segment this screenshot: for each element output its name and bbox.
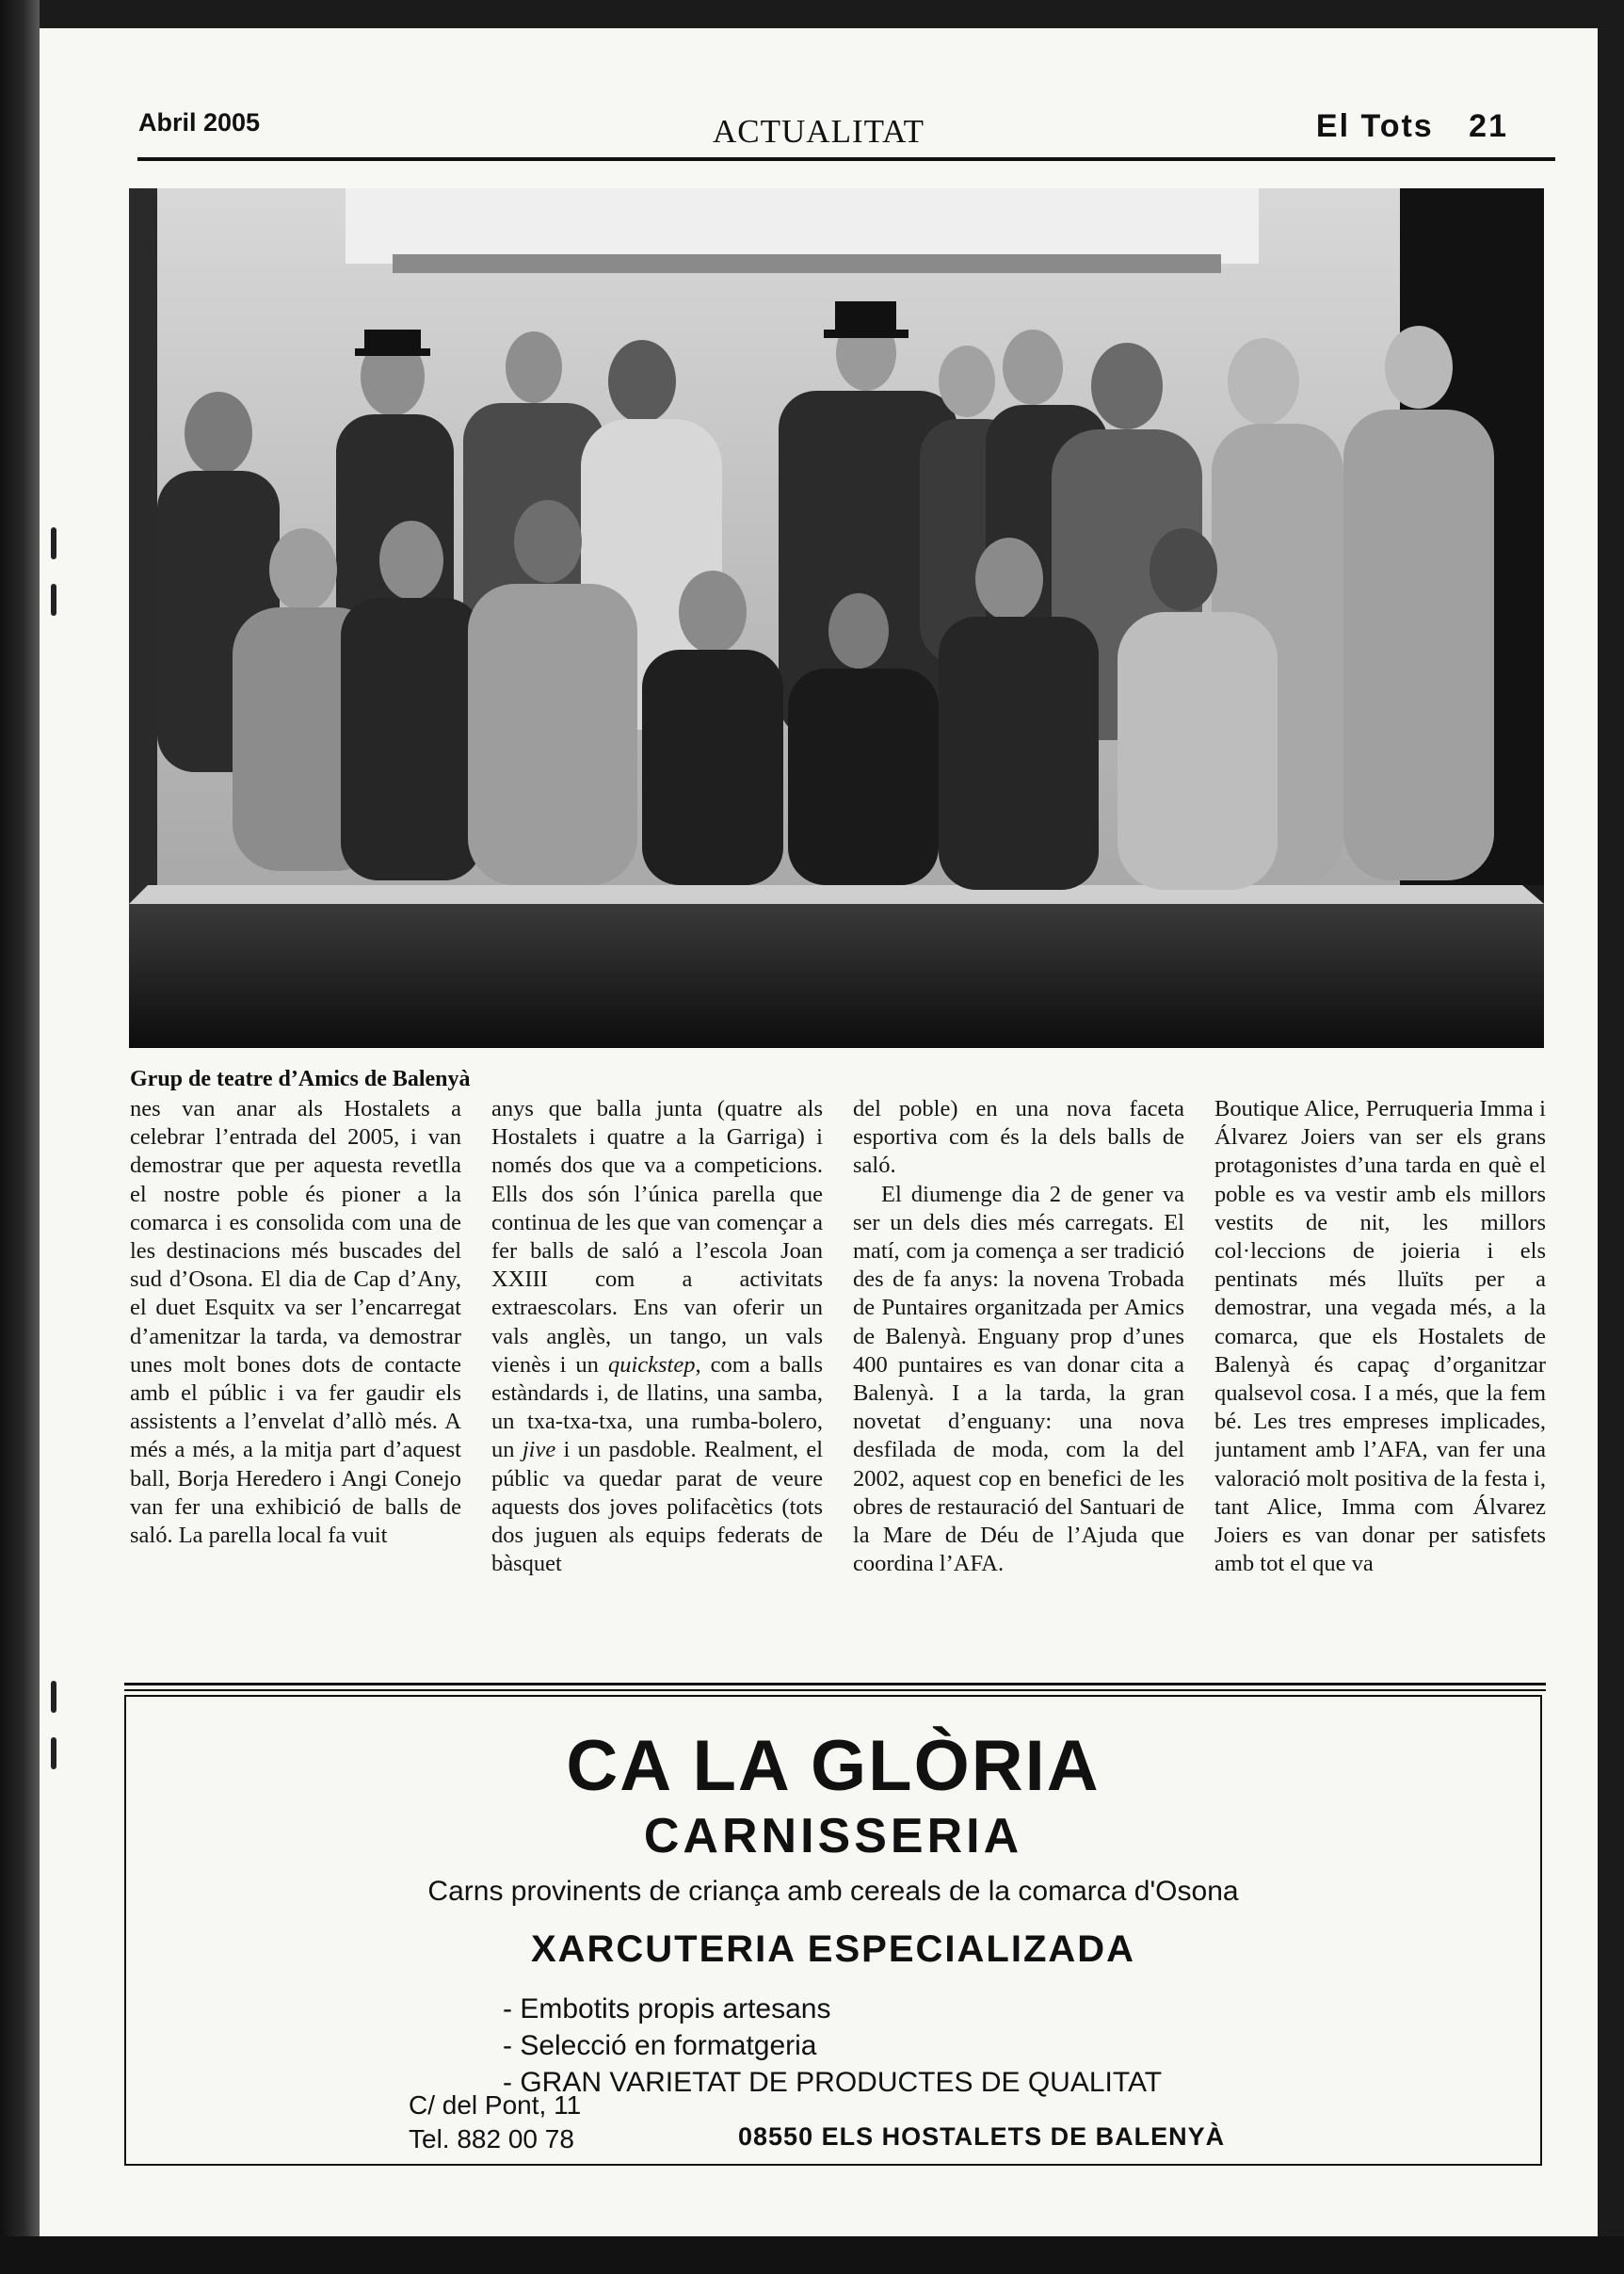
column-2-italic-1: quickstep <box>607 1351 696 1378</box>
article-body <box>130 1095 1546 1679</box>
column-1-text: nes van anar als Hostalets a celebrar l’entrada del 2005, i van demostrar que per aquesta revetlla el nostre poble és pioner a la comarca i es consolida com una de les destinacions més buscades del sud d’Osona. El dia de Cap d’Any, el duet Esquitx va ser l’encarregat d’amenitzar la tarda, va demostrar unes molt bones dots de contacte amb el públic i va fer gaudir els assistents a l’envelat d’allò més. A més a més, a la mitja part d’aquest ball, Borja Heredero i Angi Conejo van fer una exhibició de balls de saló. La parella local fa vuit <box>130 1096 461 1549</box>
ad-address: C/ del Pont, 11 <box>409 2090 582 2120</box>
ad-product-item: - GRAN VARIETAT DE PRODUCTES DE QUALITAT <box>503 2067 1163 2098</box>
page-number: 21 <box>1469 108 1508 144</box>
ad-product-item: - Selecció en formatgeria <box>503 2030 817 2061</box>
ad-specialty-heading: XARCUTERIA ESPECIALIZADA <box>530 1928 1136 1970</box>
ad-town: 08550 ELS HOSTALETS DE BALENYÀ <box>738 2122 1226 2151</box>
header-rule <box>137 157 1555 161</box>
section-title: ACTUALITAT <box>713 113 925 150</box>
advertisement <box>124 1695 1542 2166</box>
column-2-part-b: , com a balls estàndards i, de llatins, una samba, un txa-txa-txa, una rumba-bolero, un <box>491 1351 823 1463</box>
magazine-page <box>40 28 1598 2236</box>
article-column-1 <box>130 1095 461 1669</box>
ad-product-list <box>503 1991 1162 2101</box>
photo-caption: Grup de teatre d’Amics de Balenyà <box>130 1067 471 1091</box>
article-column-2 <box>491 1095 823 1669</box>
scan-binding-shadow <box>0 0 40 2274</box>
binding-mark <box>51 1737 56 1769</box>
group-photo <box>129 188 1544 1048</box>
page-header <box>40 28 1598 160</box>
ad-product-item: - Embotits propis artesans <box>503 1993 831 2024</box>
column-3-paragraph-2: El diumenge dia 2 de gener va ser un dels dies més carregats. El matí, com ja comença a ser tradició des de fa anys: la novena Trobada de Puntaires organitzada per Amics de Balenyà. Enguany prop d’unes 400 puntaires es van donar cita a Balenyà. I a la tarda, la gran novetat d’enguany: una nova desfilada de moda, com la del 2002, aquest cop en benefici de les obres de restauració del Santuari de la Mare de Déu de l’Ajuda que coordina l’AFA. <box>853 1181 1184 1577</box>
binding-mark <box>51 584 56 616</box>
column-2-italic-2: jive <box>522 1437 556 1463</box>
column-3-paragraph-1: del poble) en una nova faceta esportiva com és la dels balls de saló. <box>853 1096 1184 1179</box>
ad-tagline: Carns provinents de criança amb cereals de la comarca d'Osona <box>427 1876 1239 1907</box>
publication-name: El Tots <box>1315 108 1434 144</box>
column-4-text: Boutique Alice, Perruqueria Imma i Álvarez Joiers van ser els grans protagonistes d’una tarda en què el poble es va vestir amb els millors vestits de nit, les millors col·leccions de joieria i els pentinats més lluïts per a demostrar, una vegada més, a la comarca, que els Hostalets de Balenyà és capaç d’organitzar qualsevol cosa. I a més, que la fem bé. Les tres empreses implicades, juntament amb l’AFA, van fer una valoració molt positiva de la festa i, tant Alice, Imma com Álvarez Joiers es van donar per satisfets amb tot el que va <box>1214 1096 1546 1577</box>
publication-and-page <box>1316 108 1508 145</box>
ad-top-rule <box>124 1683 1546 1685</box>
article-column-3 <box>853 1095 1184 1669</box>
ad-business-name: CA LA GLÒRIA <box>566 1726 1101 1806</box>
ad-contact <box>409 2089 581 2156</box>
column-2-part-a: anys que balla junta (quatre als Hostalets i quatre a la Garriga) i només dos que va a competicions. Ells dos són l’única parella que continua de les que van començar a fer balls de saló a l’escola Joan XXIII com a activitats extraescolars. Ens van oferir un vals anglès, un tango, un vals vienès i un <box>491 1096 823 1378</box>
ad-business-type: CARNISSERIA <box>643 1809 1023 1863</box>
group-photo-graphic <box>129 188 1544 1048</box>
column-2-text <box>491 1095 823 1578</box>
article-column-4 <box>1214 1095 1546 1669</box>
ad-top-rule-thin <box>124 1689 1546 1691</box>
binding-mark <box>51 527 56 559</box>
issue-date: Abril 2005 <box>138 108 261 137</box>
binding-mark <box>51 1681 56 1713</box>
scan-bottom-edge <box>0 2236 1624 2274</box>
ad-phone: Tel. 882 00 78 <box>409 2124 574 2153</box>
column-2-part-c: i un pasdoble. Realment, el públic va quedar parat de veure aquests dos joves polifacètics (tots dos juguen als equips federats de bàsquet <box>491 1437 823 1577</box>
